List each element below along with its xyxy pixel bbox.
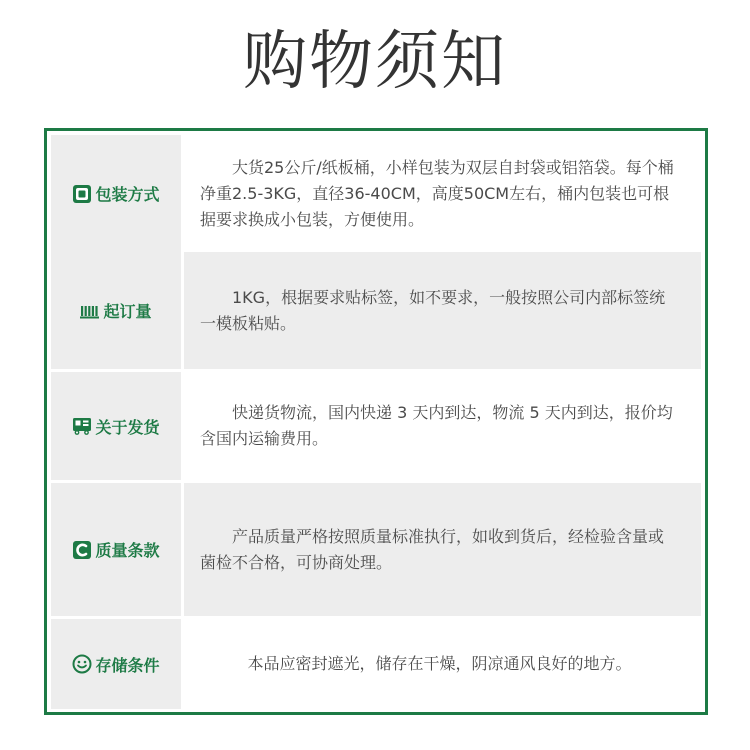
row-content-cell — [184, 135, 701, 252]
row-content-cell — [184, 619, 701, 709]
notice-row-packaging — [51, 135, 701, 252]
row-label-cell — [51, 619, 181, 709]
smiley-icon — [72, 654, 92, 674]
notice-row-storage — [51, 619, 701, 709]
page-title: 购物须知 — [243, 25, 507, 99]
delivery-truck-icon — [72, 416, 92, 436]
row-label-quality: 质量条款 — [95, 541, 160, 560]
shopping-notice-table — [44, 128, 708, 715]
row-text-shipping: 快递货物流，国内快递 3 天内到达，物流 5 天内到达，报价均含国内运输费用。 — [200, 403, 673, 448]
row-label-min-order: 起订量 — [103, 302, 152, 321]
quality-badge-icon — [72, 540, 92, 560]
row-label-packaging: 包装方式 — [95, 185, 160, 204]
row-label-cell — [51, 372, 181, 480]
row-text-min-order: 1KG，根据要求贴标签，如不要求，一般按照公司内部标签统一模板粘贴。 — [200, 287, 666, 333]
row-label-cell — [51, 135, 181, 252]
row-label-shipping: 关于发货 — [95, 417, 160, 437]
row-label-cell — [51, 483, 181, 616]
package-icon — [72, 184, 92, 204]
notice-row-quality — [51, 483, 701, 616]
bar-chart-icon — [80, 301, 100, 321]
row-content-cell — [184, 252, 701, 369]
row-content-cell — [184, 483, 701, 616]
row-label-storage: 存储条件 — [95, 655, 160, 675]
row-content-cell — [184, 372, 701, 480]
row-text-quality: 产品质量严格按照质量标准执行，如收到货后，经检验含量或菌检不合格，可协商处理。 — [200, 526, 665, 572]
row-text-packaging: 大货25公斤/纸板桶，小样包装为双层自封袋或铝箔袋。每个桶净重2.5-3KG，直径36-40CM，高度50CM左右，桶内包装也可根据要求换成小包装，方便使用。 — [200, 157, 674, 229]
notice-row-min-order — [51, 252, 701, 369]
row-text-storage: 本品应密封遮光，储存在干燥，阴凉通风良好的地方。 — [247, 654, 632, 673]
row-label-cell — [51, 252, 181, 369]
notice-row-shipping — [51, 372, 701, 480]
